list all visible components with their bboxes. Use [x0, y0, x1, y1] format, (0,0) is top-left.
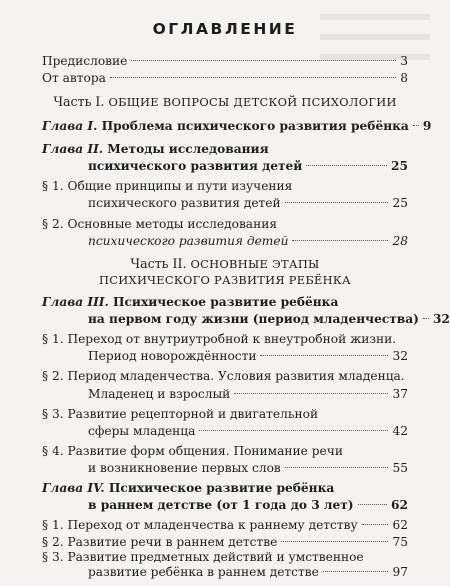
toc-section-3-2-line1: § 2. Период младенчества. Условия развития младенца.: [42, 369, 405, 384]
toc-section-3-3-line1: § 3. Развитие рецепторной и двигательной: [42, 406, 319, 421]
toc-section-2-1-line2: психического развития детей 25: [88, 196, 408, 211]
toc-section-2-2-line1: § 2. Основные методы исследования: [42, 216, 278, 231]
toc-chapter-3-line2: на первом году жизни (период младенчества) 32: [88, 312, 450, 327]
toc-chapter-1: Глава I. Проблема психического развития ребёнка 9: [42, 119, 432, 134]
toc-chapter-4-line1: Глава IV. Психическое развитие ребёнка: [42, 481, 335, 496]
toc-section-2-2-line2: психического развития детей 28: [88, 233, 408, 248]
toc-section-3-3-line2: сферы младенца 42: [88, 423, 408, 438]
toc-section-2-1-line1: § 1. Общие принципы и пути изучения: [42, 179, 293, 194]
toc-chapter-2-line1: Глава II. Методы исследования: [42, 142, 269, 157]
toc-chapter-4-line2: в раннем детстве (от 1 года до 3 лет) 62: [88, 498, 408, 513]
toc-section-3-4-line1: § 4. Развитие форм общения. Понимание речи: [42, 443, 343, 458]
toc-section-4-2: § 2. Развитие речи в раннем детстве 75: [42, 534, 408, 549]
part-heading-2-line2: ПСИХИЧЕСКОГО РАЗВИТИЯ РЕБЁНКА: [99, 272, 351, 287]
toc-section-3-4-line2: и возникновение первых слов 55: [88, 461, 408, 476]
page-title: ОГЛАВЛЕНИЕ: [152, 20, 298, 38]
part-heading-2: Часть II. ОСНОВНЫЕ ЭТАПЫ: [130, 255, 320, 271]
toc-chapter-3-line1: Глава III. Психическое развитие ребёнка: [42, 294, 339, 309]
toc-entry-preface: Предисловие 3: [42, 54, 408, 69]
toc-section-3-1-line1: § 1. Переход от внутриутробной к внеутробной жизни.: [42, 332, 397, 347]
toc-chapter-2-line2: психического развития детей 25: [88, 159, 408, 174]
toc-section-4-3-line1: § 3. Развитие предметных действий и умственное: [42, 549, 364, 564]
toc-section-4-3-line2: развитие ребёнка в раннем детстве 97: [88, 565, 408, 580]
toc-section-3-1-line2: Период новорождённости 32: [88, 349, 408, 364]
toc-section-3-2-line2: Младенец и взрослый 37: [88, 386, 408, 401]
part-heading-1: Часть I. ОБЩИЕ ВОПРОСЫ ДЕТСКОЙ ПСИХОЛОГИИ: [53, 94, 397, 110]
toc-section-4-1: § 1. Переход от младенчества к раннему детству 62: [42, 518, 408, 533]
toc-entry-from-author: От автора 8: [42, 71, 408, 86]
